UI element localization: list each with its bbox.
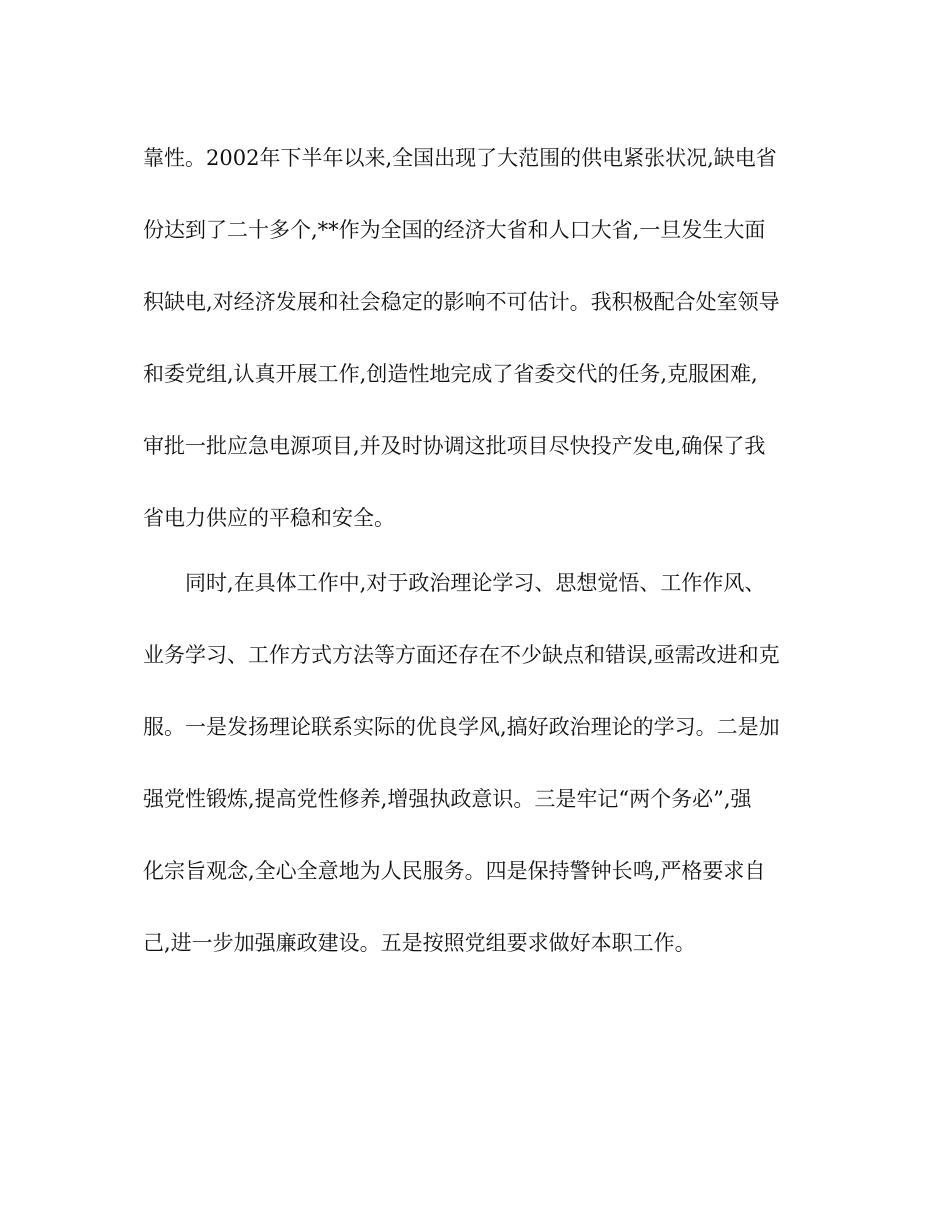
- paragraph-1-line-4: 和委党组,认真开展工作,创造性地完成了省委交代的任务,克服困难,: [143, 362, 758, 386]
- paragraph-2-line-3: 服。一是发扬理论联系实际的优良学风,搞好政治理论的学习。二是加: [143, 715, 780, 739]
- paragraph-2-line-5: 化宗旨观念,全心全意地为人民服务。四是保持警钟长鸣,严格要求自: [143, 859, 766, 883]
- paragraph-2-line-2: 业务学习、工作方式方法等方面还存在不少缺点和错误,亟需改进和克: [143, 643, 780, 667]
- paragraph-2-line-4: 强党性锻炼,提高党性修养,增强执政意识。三是牢记“两个务必”,强: [143, 787, 752, 811]
- paragraph-1-line-2: 份达到了二十多个,**作为全国的经济大省和人口大省,一旦发生大面: [143, 218, 766, 242]
- paragraph-1-line-3: 积缺电,对经济发展和社会稳定的影响不可估计。我积极配合处室领导: [143, 290, 780, 314]
- paragraph-1-line-5: 审批一批应急电源项目,并及时协调这批项目尽快投产发电,确保了我: [143, 434, 766, 458]
- paragraph-1-line-6: 省电力供应的平稳和安全。: [143, 506, 395, 530]
- paragraph-2-line-6: 己,进一步加强廉政建设。五是按照党组要求做好本职工作。: [143, 931, 696, 955]
- paragraph-1-line-1: 靠性。2002年下半年以来,全国出现了大范围的供电紧张状况,缺电省: [143, 146, 777, 170]
- paragraph-2-line-1: 同时,在具体工作中,对于政治理论学习、思想觉悟、工作作风、: [185, 571, 766, 595]
